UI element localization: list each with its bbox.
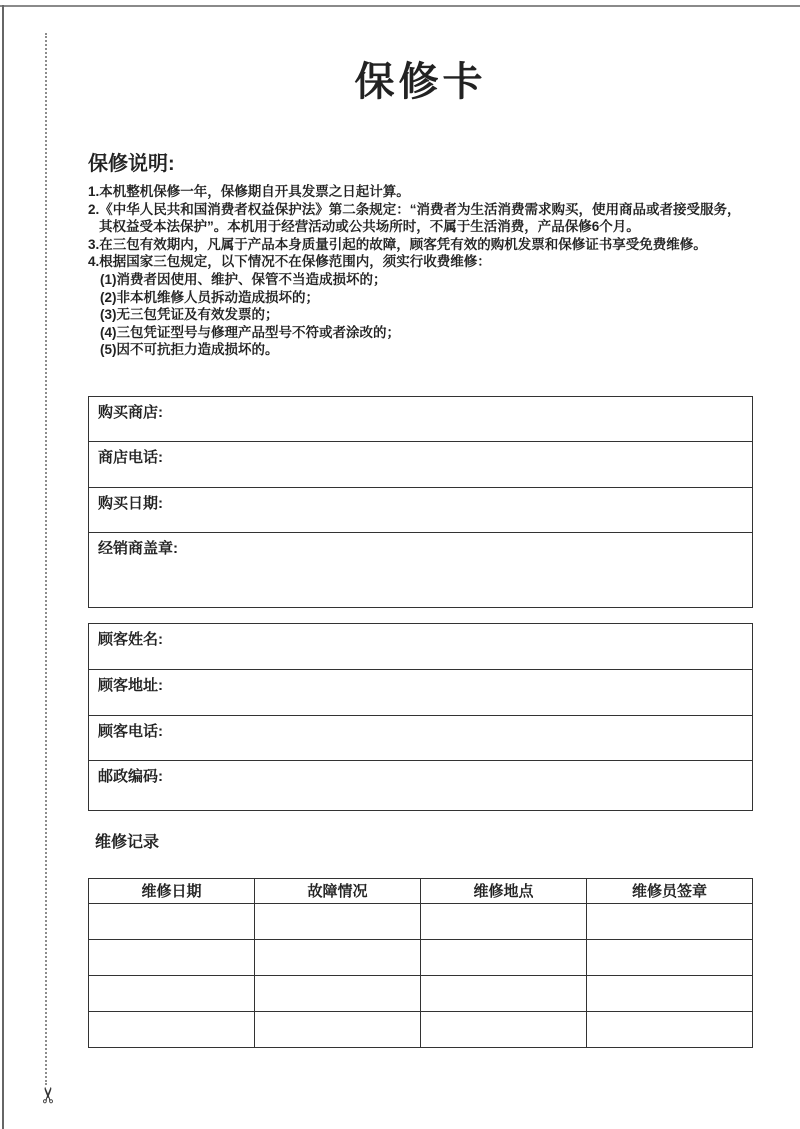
purchase-date-field: 购买日期: [89,487,753,532]
note-line: (1)消费者因使用、维护、保管不当造成损坏的； [100,271,387,287]
dealer-stamp-field: 经销商盖章: [89,532,753,607]
empty-cell [255,975,421,1011]
empty-cell [89,975,255,1011]
table-header-row [89,878,753,903]
table-row [89,939,753,975]
table-row [89,760,753,810]
purchase-store-field: 购买商店: [89,396,753,441]
repair-records-table [88,878,753,1048]
customer-address-field: 顾客地址: [89,669,753,715]
page-title: 保修卡 [354,60,487,104]
empty-cell [89,1011,255,1047]
note-line: 1.本机整机保修一年，保修期自开具发票之日起计算。 [88,184,410,199]
table-row [89,532,753,607]
empty-cell [89,939,255,975]
purchase-info-table [88,396,753,608]
store-phone-field: 商店电话: [89,441,753,487]
customer-info-table [88,623,753,811]
cut-dotted-line [45,33,47,1085]
note-line: 2.《中华人民共和国消费者权益保护法》第二条规定：“消费者为生活消费需求购买，使用商品或者接受服务，其权益受本法保护”。本机用于经营活动或公共场所时，不属于生活消费，产品保修6个月。 [88,201,741,235]
empty-cell [89,903,255,939]
warranty-notes-heading: 保修说明: [88,153,175,175]
table-row [89,903,753,939]
table-row [89,487,753,532]
scissors-icon: ✂ [36,1085,61,1105]
note-line: (4)三包凭证型号与修理产品型号不符或者涂改的； [100,324,400,340]
column-header-repairer-signature: 维修员签章 [587,878,753,903]
empty-cell [421,939,587,975]
table-row [89,975,753,1011]
note-line: (2)非本机维修人员拆动造成损坏的； [100,289,319,305]
note-line: (5)因不可抗拒力造成损坏的。 [100,342,279,358]
empty-cell [587,939,753,975]
table-row [89,623,753,669]
customer-phone-field: 顾客电话: [89,715,753,760]
note-line: 4.根据国家三包规定，以下情况不在保修范围内，须实行收费维修： [88,254,491,270]
document-content [88,0,753,1048]
note-line: (3)无三包凭证及有效发票的； [100,307,279,323]
table-row [89,441,753,487]
table-row [89,669,753,715]
empty-cell [587,975,753,1011]
empty-cell [255,903,421,939]
table-row [89,1011,753,1047]
column-header-repair-location: 维修地点 [421,878,587,903]
empty-cell [421,903,587,939]
customer-name-field: 顾客姓名: [89,623,753,669]
table-row [89,396,753,441]
empty-cell [421,1011,587,1047]
postal-code-field: 邮政编码: [89,760,753,810]
empty-cell [255,939,421,975]
note-line: 3.在三包有效期内，凡属于产品本身质量引起的故障，顾客凭有效的购机发票和保修证书享受免费维修。 [88,236,707,252]
warranty-notes [88,183,753,359]
column-header-fault-condition: 故障情况 [255,878,421,903]
table-row [89,715,753,760]
repair-records-heading: 维修记录 [95,833,160,851]
empty-cell [587,1011,753,1047]
column-header-repair-date: 维修日期 [89,878,255,903]
empty-cell [421,975,587,1011]
empty-cell [587,903,753,939]
page-left-edge-line [2,5,4,1129]
empty-cell [255,1011,421,1047]
